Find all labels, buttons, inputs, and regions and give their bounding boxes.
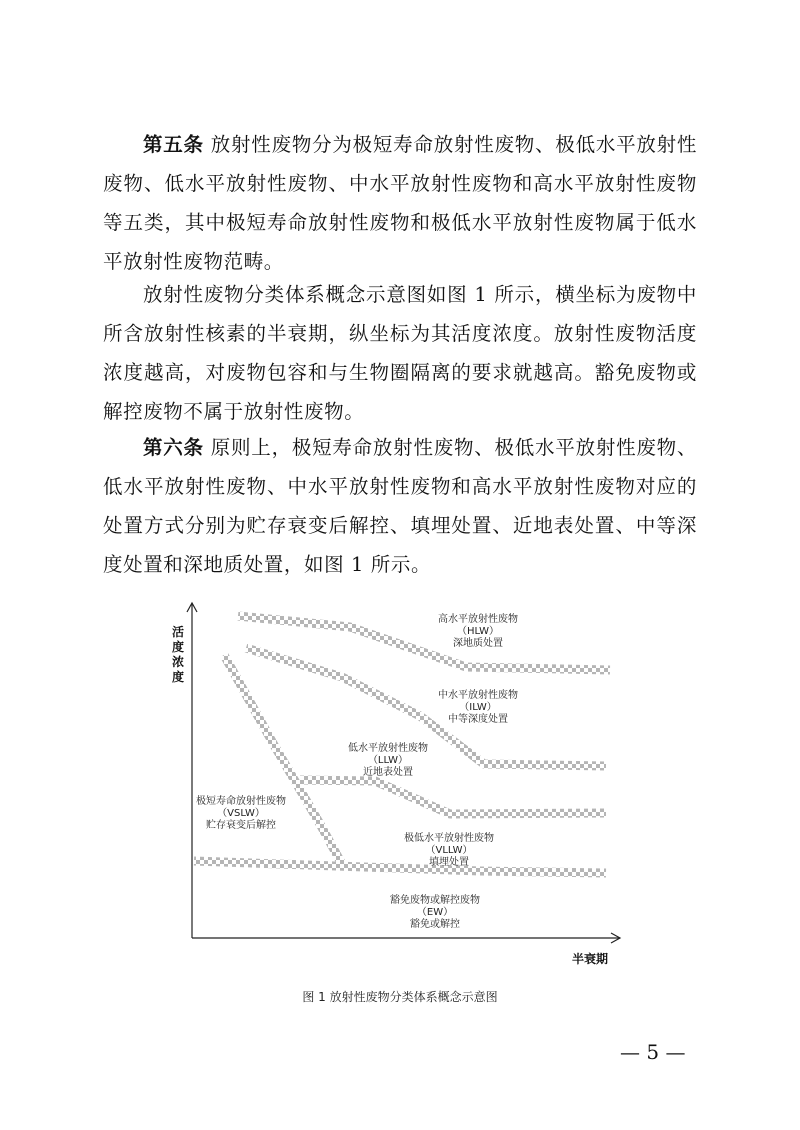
article-6-heading: 第六条 (143, 436, 204, 459)
page-number: — 5 — (620, 1040, 686, 1064)
vllw-boundary-band (194, 861, 606, 873)
hlw-name: 高水平放射性废物 (438, 614, 518, 625)
ew-code: （EW） (416, 907, 454, 918)
y-axis-title-char-2: 度 (172, 640, 185, 654)
ew-disposal: 豁免或解控 (410, 919, 460, 930)
y-axis-title-char-4: 度 (172, 670, 185, 684)
figure-description-paragraph: 放射性废物分类体系概念示意图如图 1 所示，横坐标为废物中所含放射性核素的半衰期，纵坐标为其活度浓度。放射性废物活度浓度越高，对废物包容和与生物圈隔离的要求就越高。豁免废物或解控废物不属于放射性废物。 (103, 283, 697, 423)
hlw-region-label (438, 612, 518, 649)
article-5-body: 放射性废物分为极短寿命放射性废物、极低水平放射性废物、低水平放射性废物、中水平放射性废物和高水平放射性废物等五类，其中极短寿命放射性废物和极低水平放射性废物属于低水平放射性废物范畴。 (103, 133, 697, 273)
vllw-name: 极低水平放射性废物 (404, 833, 494, 844)
llw-region-label (348, 741, 428, 778)
ew-name: 豁免废物或解控废物 (390, 895, 480, 906)
figure-caption: 图 1 放射性废物分类体系概念示意图 (302, 990, 498, 1004)
ilw-code: （ILW） (459, 702, 497, 713)
y-axis-title-char-1: 活 (172, 625, 185, 639)
ilw-region-label (438, 688, 518, 725)
vslw-region-label (196, 794, 286, 831)
vllw-region-label (404, 831, 494, 868)
llw-boundary-band (300, 780, 606, 814)
x-axis-title: 半衰期 (571, 952, 609, 966)
article-5-heading: 第五条 (143, 133, 204, 156)
ew-region-label (390, 893, 480, 930)
ilw-name: 中水平放射性废物 (438, 690, 518, 701)
hlw-disposal: 深地质处置 (453, 638, 503, 649)
ilw-disposal: 中等深度处置 (448, 714, 508, 725)
article-6-body: 原则上，极短寿命放射性废物、极低水平放射性废物、低水平放射性废物、中水平放射性废物和高水平放射性废物对应的处置方式分别为贮存衰变后解控、填埋处置、近地表处置、中等深度处置和深地质处置，如图 1 所示。 (103, 436, 697, 576)
hlw-code: （HLW） (456, 626, 500, 637)
vslw-disposal: 贮存衰变后解控 (206, 820, 276, 831)
y-axis-title-char-3: 浓 (172, 655, 185, 669)
llw-disposal: 近地表处置 (363, 767, 413, 778)
vslw-name: 极短寿命放射性废物 (196, 796, 286, 807)
llw-name: 低水平放射性废物 (348, 743, 428, 754)
llw-code: （LLW） (367, 755, 409, 766)
vslw-boundary-band (224, 655, 343, 866)
vllw-disposal: 填埋处置 (429, 857, 469, 868)
vllw-code: （VLLW） (425, 845, 473, 856)
vslw-code: （VSLW） (217, 808, 265, 819)
